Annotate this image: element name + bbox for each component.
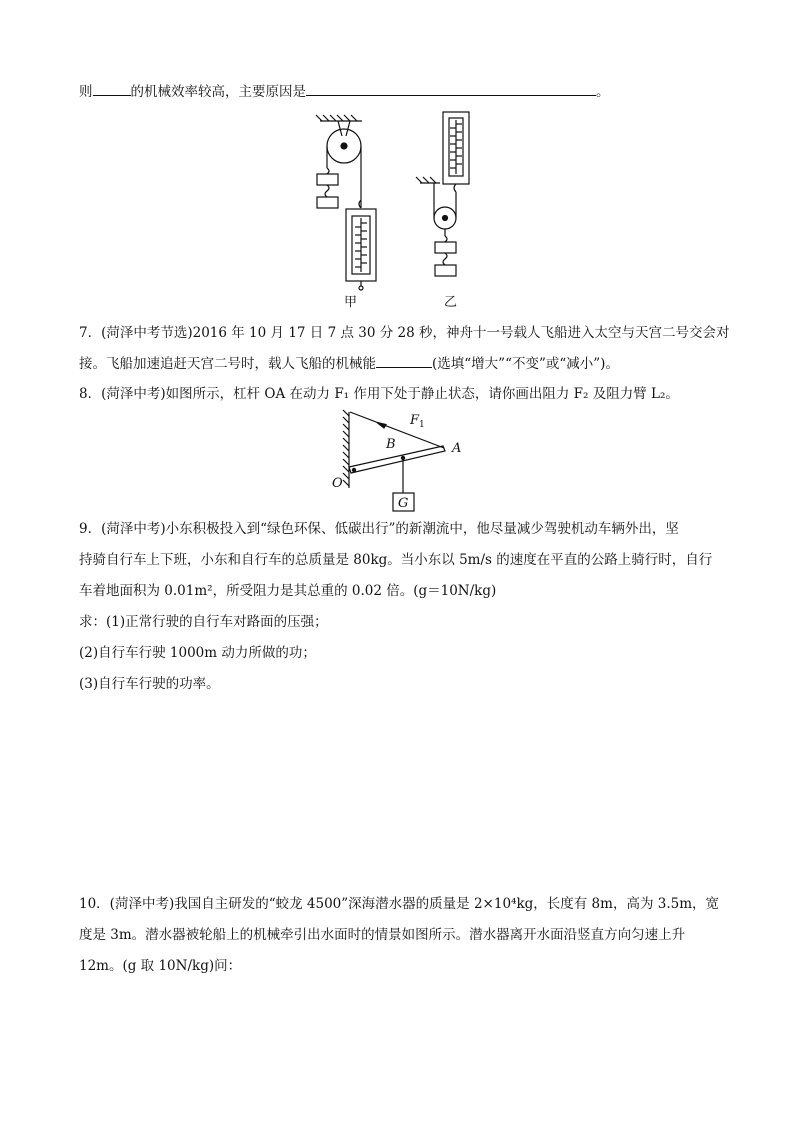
q6-blank-1[interactable]: [93, 81, 131, 96]
g-label: G: [398, 496, 409, 511]
q6-end-text: 。: [596, 84, 610, 100]
q6-mid-text: 的机械效率较高，主要原因是: [130, 84, 306, 100]
yi-label: 乙: [444, 295, 458, 310]
q10-line-1: 10．(菏泽中考)我国自主研发的“蛟龙 4500”深海潜水器的质量是 2×10⁴kg，长度有 8m，高为 3.5m，宽: [79, 896, 720, 912]
jia-label: 甲: [344, 295, 358, 310]
q10-line-3: 12m。(g 取 10N/kg)问：: [79, 958, 242, 974]
f1-label: $F_1$: [410, 413, 425, 430]
q7-line2-post: (选填“增大”“不变”或“减小”)。: [432, 356, 619, 372]
jia-weight-1: [317, 174, 338, 185]
q10-line-2: 度是 3m。潜水器被轮船上的机械牵引出水面时的情景如图所示。潜水器离开水面沿竖直方向匀速上升: [79, 927, 686, 943]
b-label: B: [386, 437, 396, 452]
force-f1-line: [350, 412, 444, 448]
q9-ask-1: 求：(1)正常行驶的自行车对路面的压强；: [79, 614, 328, 630]
point-b: [401, 456, 405, 460]
lever-figure: [325, 408, 470, 516]
lever-bar: [349, 446, 445, 473]
q9-line-2: 持骑自行车上下班，小东和自行车的总质量是 80kg。当小东以 5m/s 的速度在平直的公路上骑行时，自行: [79, 552, 713, 568]
q6-answer-line: [79, 81, 610, 102]
o-label: O: [332, 476, 343, 491]
q7-blank[interactable]: [376, 353, 432, 368]
pulley-figure: [310, 108, 500, 314]
q9-line-3: 车着地面积为 0.01m²，所受阻力是其总重的 0.02 倍。(g＝10N/kg): [79, 583, 497, 599]
yi-weight-2: [435, 265, 456, 276]
q7-line2-pre: 接。飞船加速追赶天宫二号时，载人飞船的机械能: [79, 356, 376, 372]
q6-pre-text: 则: [79, 84, 93, 100]
q7-line-1: 7．(菏泽中考节选)2016 年 10 月 17 日 7 点 30 分 28 秒，神舟十一号载人飞船进入太空与天宫二号交会对: [79, 325, 730, 341]
pivot-o: [352, 468, 356, 472]
a-label: A: [452, 441, 462, 456]
q9-ask-3: (3)自行车行驶的功率。: [79, 676, 220, 692]
q9-line-1: 9．(菏泽中考)小东积极投入到“绿色环保、低碳出行”的新潮流中，他尽量减少驾驶机动车辆外出，坚: [79, 521, 679, 537]
force-f1-arrow: [377, 423, 386, 429]
q7-line-2: [79, 353, 619, 374]
yi-weight-1: [435, 242, 456, 253]
q9-ask-2: (2)自行车行驶 1000m 动力所做的功；: [79, 645, 316, 661]
q6-blank-2[interactable]: [306, 81, 596, 96]
q8-line: 8．(菏泽中考)如图所示，杠杆 OA 在动力 F₁ 作用下处于静止状态，请你画出阻力 F₂ 及阻力臂 L₂。: [79, 386, 679, 402]
jia-weight-2: [317, 197, 338, 208]
